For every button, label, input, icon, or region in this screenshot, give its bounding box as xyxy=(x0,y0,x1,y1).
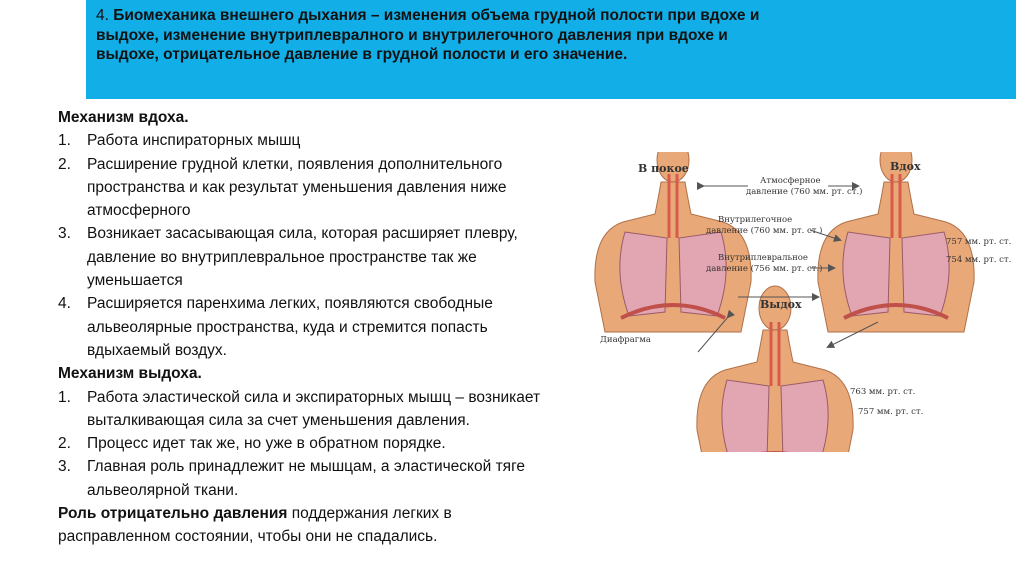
title-number: 4. xyxy=(96,7,109,24)
pressure-754: 754 мм. рт. ст. xyxy=(946,255,1012,265)
intra-pleural-label-1: Внутриплевральное xyxy=(718,253,808,263)
intra-lung-label-2: давление (760 мм. рт. ст.) xyxy=(706,226,823,236)
pressure-763: 763 мм. рт. ст. xyxy=(850,387,916,397)
pressure-757-bottom: 757 мм. рт. ст. xyxy=(858,407,924,417)
slide-title xyxy=(96,6,786,65)
diaphragm-label: Диафрагма xyxy=(600,335,651,345)
negative-pressure-role: Роль отрицательно давления поддержания легких в расправленном состоянии, чтобы они не спадались. xyxy=(58,505,452,546)
exhale-heading: Механизм выдоха. xyxy=(58,365,202,383)
inhale-heading: Механизм вдоха. xyxy=(58,109,189,126)
list-item: 1. Работа эластической сила и экспираторных мышц – возникает выталкивающая сила за счет уменьшения давления. xyxy=(58,388,541,429)
title-text: Биомеханика внешнего дыхания – изменения объема грудной полости при вдохе и выдохе, изменение внутриплевралного и внутрилегочного давления при вдохе и выдохе, отрицательное давление в грудной полости и его значение. xyxy=(96,7,760,63)
exhale-list xyxy=(58,386,558,502)
list-item: 2. Расширение грудной клетки, появления дополнительного пространства и как результат уменьшения давления ниже атмосферного xyxy=(58,155,507,220)
breathing-illustration xyxy=(578,152,1018,452)
intra-pleural-label-2: давление (756 мм. рт. ст.) xyxy=(706,264,823,274)
pressure-757-top: 757 мм. рт. ст. xyxy=(946,237,1012,247)
list-item: 2. Процесс идет так же, но уже в обратном порядке. xyxy=(58,435,446,453)
breathing-diagram xyxy=(578,152,1018,452)
intra-lung-label-1: Внутрилегочное xyxy=(718,215,793,225)
list-item: 4. Расширяется паренхима легких, появляются свободные альвеолярные пространства, куда и стремится попасть вдыхаемый воздух. xyxy=(58,295,493,359)
rest-figure xyxy=(595,152,751,332)
inhale-list xyxy=(58,129,558,362)
exhale-label: Выдох xyxy=(760,298,802,311)
list-item: 3. Возникает засасывающая сила, которая расширяет плевру, давление во внутриплевральное пространстве так же уменьшается xyxy=(58,225,518,290)
inhale-label: Вдох xyxy=(890,160,921,173)
text-content xyxy=(58,106,558,549)
list-item: 1. Работа инспираторных мышц xyxy=(58,132,301,150)
rest-label: В покое xyxy=(638,162,689,175)
title-banner xyxy=(86,0,1016,99)
atm-label-2: давление (760 мм. рт. ст.) xyxy=(746,187,863,197)
list-item: 3. Главная роль принадлежит не мышцам, а эластической тяге альвеолярной ткани. xyxy=(58,458,526,499)
atm-label-1: Атмосферное xyxy=(760,176,821,186)
